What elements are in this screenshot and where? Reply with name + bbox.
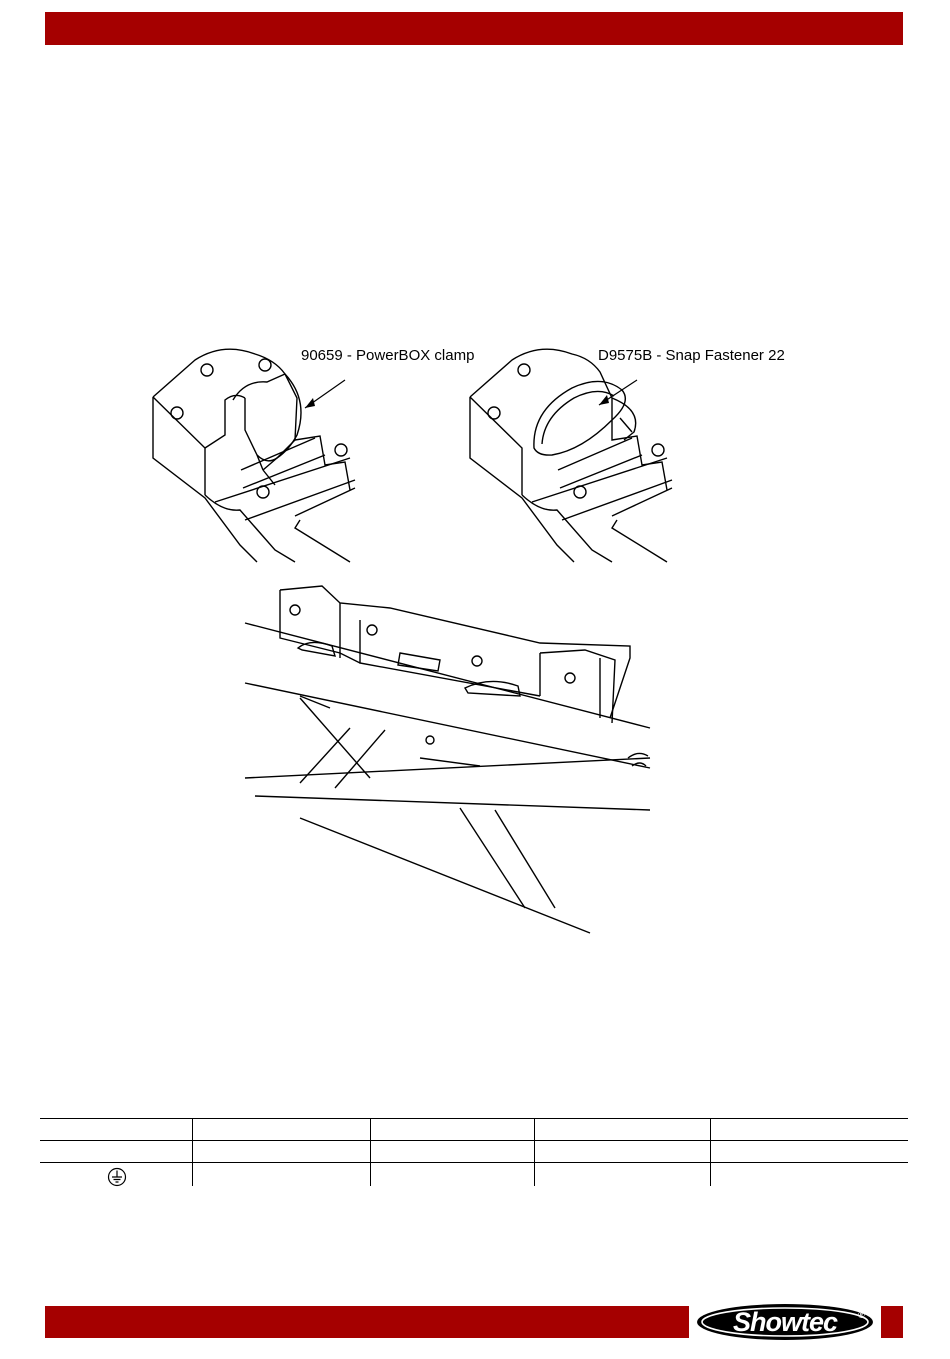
footer-band-end [881, 1306, 903, 1338]
table-column-divider [534, 1118, 535, 1186]
cable-connection-table [40, 1118, 908, 1186]
snap-fastener-label: D9575B - Snap Fastener 22 [598, 347, 785, 364]
snap-fastener-figure [462, 340, 692, 565]
logo-wordmark: Showtec [732, 1307, 838, 1337]
table-column-divider [370, 1118, 371, 1186]
showtec-logo [694, 1302, 876, 1342]
table-row-rule [40, 1140, 908, 1141]
protective-earth-icon [107, 1167, 127, 1187]
registered-mark: ® [858, 1310, 865, 1320]
powerbox-clamp-label: 90659 - PowerBOX clamp [301, 347, 475, 364]
powerbox-clamp-figure [145, 340, 375, 565]
header-band [45, 12, 903, 45]
table-column-divider [710, 1118, 711, 1186]
table-top-rule [40, 1118, 908, 1119]
truss-mount-figure [240, 578, 660, 938]
table-row-rule [40, 1162, 908, 1163]
table-column-divider [192, 1118, 193, 1186]
footer-band [45, 1306, 689, 1338]
